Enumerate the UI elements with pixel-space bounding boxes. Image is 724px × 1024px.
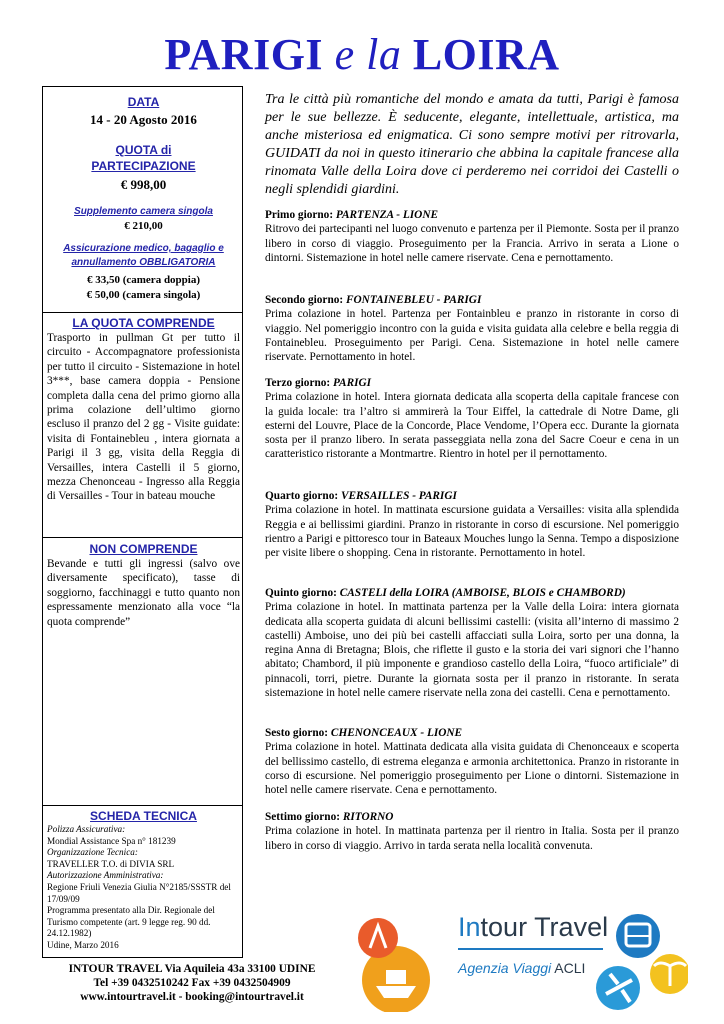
day-label: Settimo giorno: bbox=[265, 811, 340, 823]
aut-label: Autorizzazione Amministrativa: bbox=[47, 870, 164, 881]
bus-icon bbox=[616, 914, 660, 958]
day-title: VERSAILLES - PARIGI bbox=[340, 490, 457, 502]
non-comprende-text: Bevande e tutti gli ingressi (salvo ove diversamente specificato), tasse di soggiorno, facchinaggi e tutto quanto non espressamente menzionato alla voce “la quota comprende” bbox=[47, 558, 240, 628]
non-comprende-heading: NON COMPRENDE bbox=[89, 542, 198, 556]
assicurazione-value-singola: € 50,00 (camera singola) bbox=[86, 289, 201, 301]
logo-name: Intour Travel bbox=[458, 912, 609, 942]
page-title bbox=[0, 30, 724, 80]
landmark-icon bbox=[358, 918, 398, 958]
day-label: Sesto giorno: bbox=[265, 727, 329, 739]
day-label: Terzo giorno: bbox=[265, 377, 331, 389]
day-6 bbox=[265, 726, 679, 797]
divider bbox=[43, 537, 242, 538]
supplemento-value: € 210,00 bbox=[124, 220, 163, 232]
title-loira: LOIRA bbox=[412, 30, 560, 79]
footer-web: www.intourtravel.it - booking@intourtravel.it bbox=[80, 991, 304, 1003]
comprende-text: Trasporto in pullman Gt per tutto il circuito - Accompagnatore professionista per tutto il circuito - Sistemazione in hotel 3***, base camera doppia - Pensione completa dalla cena del primo giorno alla prima colazione dell’ultimo giorno escluso il pranzo del 2 gg - Visite guidate: visita di Fontainebleu , intera giornata a Parigi il 3 gg, visita della Reggia di Versailles, intera Castelli il 5 giorno, mezza Chenonceau - Ingresso alla Reggia di Versailles - Tour in bateau mouche bbox=[47, 332, 240, 503]
comprende-heading: LA QUOTA COMPRENDE bbox=[72, 316, 215, 330]
palm-icon bbox=[650, 954, 688, 994]
divider bbox=[43, 805, 242, 806]
quota-value: € 998,00 bbox=[120, 177, 167, 192]
logo-subtitle: Agenzia Viaggi ACLI bbox=[458, 960, 586, 976]
day-text: Prima colazione in hotel. Intera giornata dedicata alla scoperta della capitale francese con la guida locale: tra l’altro si ammirerà la Tour Eiffel, la cattedrale di Notre Dame, gli esterni del Louvre, Place de la Concorde, Place Vendome, l’Opera ecc. Durante la giornata sosta per il pranzo libero. In serata passeggiata nella zona del Sacre Coeur e cena in un caratteristico ristorante a Montmartre. Rientro in hotel per il pernottamento. bbox=[265, 391, 679, 461]
day-label: Quinto giorno: bbox=[265, 587, 337, 599]
supplemento-heading: Supplemento camera singola bbox=[74, 206, 213, 217]
day-text: Prima colazione in hotel. Mattinata dedicata alla visita guidata di Chenonceaux e scoperta del bellissimo castello, di estrema eleganza e armonia architettonica. Pranzo in ristorante in corso di escursione. Nel pomeriggio proseguimento per Lione o dintorni. Sistemazione in hotel nelle camere riservate. Cena e pernottamento. bbox=[265, 741, 679, 797]
agency-footer bbox=[42, 962, 342, 1004]
day-7 bbox=[265, 810, 679, 853]
assicurazione-heading-1: Assicurazione medico, bagaglio e bbox=[63, 243, 224, 254]
polizza-label: Polizza Assicurativa: bbox=[47, 824, 126, 834]
data-value: 14 - 20 Agosto 2016 bbox=[90, 112, 197, 127]
day-5 bbox=[265, 586, 679, 700]
day-text: Prima colazione in hotel. In mattinata escursione guidata a Versailles: visita alla splendida Reggia e ai bellissimi giardini. Pranzo in ristorante in corso di escursione. Nel pomeriggio rientro a Parigi e pittoresco tour in Bateaux Mouches lungo la Senna. Tempo a disposizione per visite libere o shopping. Cena in ristorante. Pernottamento in hotel. bbox=[265, 504, 679, 560]
data-heading: DATA bbox=[127, 95, 160, 109]
org-value: TRAVELLER T.O. di DIVIA SRL bbox=[47, 858, 175, 869]
day-label: Secondo giorno: bbox=[265, 294, 344, 306]
title-e-la: e la bbox=[334, 30, 402, 79]
day-title: FONTAINEBLEU - PARIGI bbox=[345, 294, 482, 306]
day-4 bbox=[265, 489, 679, 560]
assicurazione-heading-2: annullamento OBBLIGATORIA bbox=[71, 257, 216, 268]
day-text: Prima colazione in hotel. Partenza per Fontainbleu e pranzo in ristorante in corso di viaggio. Nel pomeriggio incontro con la guida e visita guidata alla celebre e bella reggia di Fontainebleu. Proseguimento per Parigi. Cena. Sistemazione in hotel nelle camere riservate. Pernottamento in hotel. bbox=[265, 308, 679, 364]
day-2 bbox=[265, 293, 679, 364]
scheda-tecnica bbox=[47, 824, 240, 952]
quota-heading-2: PARTECIPAZIONE bbox=[91, 159, 196, 173]
airplane-icon bbox=[596, 966, 640, 1010]
day-title: CHENONCEAUX - LIONE bbox=[330, 727, 463, 739]
aut-value: Regione Friuli Venezia Giulia N°2185/SSSTR del 17/09/09 bbox=[47, 881, 231, 904]
quota-heading-1: QUOTA di bbox=[115, 143, 172, 157]
day-title: PARIGI bbox=[332, 377, 372, 389]
logo-divider bbox=[458, 948, 603, 950]
assicurazione-value-doppia: € 33,50 (camera doppia) bbox=[86, 274, 201, 286]
day-3 bbox=[265, 376, 679, 462]
day-text: Prima colazione in hotel. In mattinata partenza per il rientro in Italia. Sosta per il pranzo libero in corso di viaggio. Arrivo in tarda serata nella località convenuta. bbox=[265, 825, 679, 852]
day-1 bbox=[265, 208, 679, 265]
day-text: Ritrovo dei partecipanti nel luogo convenuto e partenza per il Piemonte. Sosta per il pranzo libero in corso di viaggio. Proseguimento per la Francia. Arrivo in serata a Lione o dintorni. Sistemazione in hotel nelle camere riservate. Cena e pernottamento. bbox=[265, 223, 679, 264]
day-label: Quarto giorno: bbox=[265, 490, 339, 502]
programma-text: Programma presentato alla Dir. Regionale del Turismo competente (art. 9 legge reg. 90 dd. 24.12.1982) bbox=[47, 905, 215, 939]
polizza-value: Mondial Assistance Spa n° 181239 bbox=[47, 835, 176, 846]
scheda-heading: SCHEDA TECNICA bbox=[90, 809, 197, 823]
day-label: Primo giorno: bbox=[265, 209, 334, 221]
day-text: Prima colazione in hotel. In mattinata partenza per la Valle della Loira: intera giornata dedicata alla scoperta guidata di alcuni bellissimi castelli: (visita all’interno di massimo 2 castelli) Amboise, uno dei più bei castelli affacciati sulla Loira, sorto per una donna, la regina Anna di Bretagna; Blois, che riflette il gusto e la storia dei vari signori che l’hanno abitato; Chambord, il più imponente e grandioso castello della Loira, “fuoco artificiale” di pinnacoli, torri, pietre. Durante la giornata sosta per il pranzo in ristorante. In serata sistemazione in hotel nelle camere riservate nella zona dei castelli. Cena e pernottamento. bbox=[265, 601, 679, 700]
day-title: CASTELI della LOIRA (AMBOISE, BLOIS e CHAMBORD) bbox=[339, 587, 626, 599]
intro-text: Tra le città più romantiche del mondo e amata da tutti, Parigi è famosa per le sue bellezze. È seducente, elegante, intellettuale, artistica, ma anche misteriosa ed enigmatica. Ci sono sempre motivi per ritrovarla, GUIDATI da noi in questo itinerario che abbina la capitale francese alla rinomata Valle della Loira dove ci perderemo nei corridoi dei Castelli o negli splendidi giardini. bbox=[265, 92, 679, 197]
divider bbox=[43, 312, 242, 313]
day-title: PARTENZA - LIONE bbox=[335, 209, 439, 221]
footer-address: INTOUR TRAVEL Via Aquileia 43a 33100 UDINE bbox=[68, 963, 316, 975]
day-title: RITORNO bbox=[342, 811, 394, 823]
info-sidebar bbox=[42, 86, 243, 958]
title-parigi: PARIGI bbox=[164, 30, 324, 79]
org-label: Organizzazione Tecnica: bbox=[47, 847, 138, 858]
footer-phone: Tel +39 0432510242 Fax +39 0432504909 bbox=[93, 977, 291, 989]
luogo-data: Udine, Marzo 2016 bbox=[47, 939, 119, 950]
